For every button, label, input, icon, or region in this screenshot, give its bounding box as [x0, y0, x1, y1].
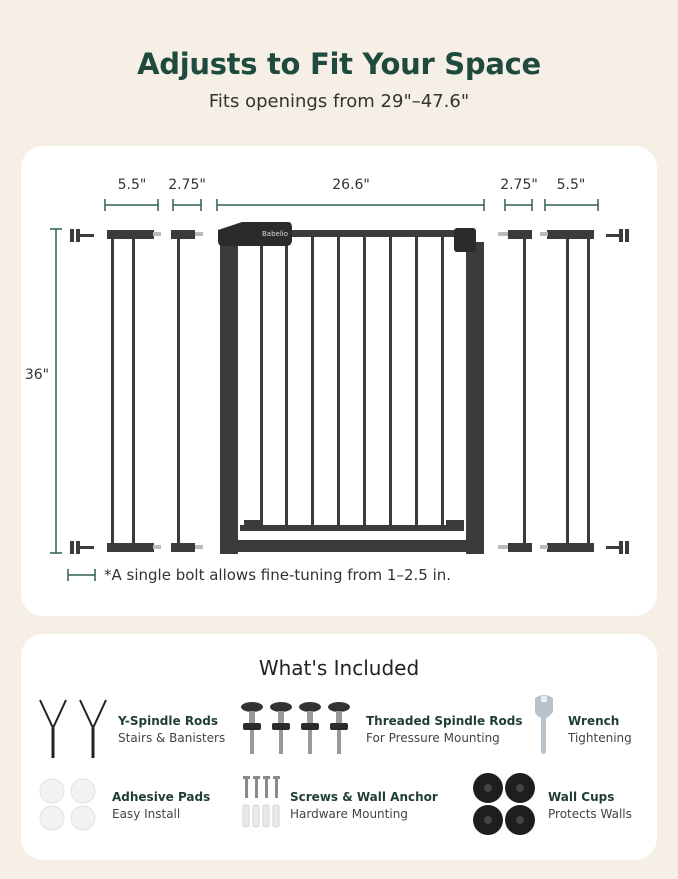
adhesive-pads-icon [40, 779, 95, 830]
item-name-wall-cups: Wall Cups [548, 790, 615, 804]
page-subtitle: Fits openings from 29"–47.6" [208, 91, 470, 112]
dimension-label-right-large: 5.5" [556, 177, 586, 193]
item-name-threaded-spindle-rods: Threaded Spindle Rods [366, 714, 523, 728]
item-name-wrench: Wrench [568, 714, 620, 728]
dimension-label-right-small: 2.75" [500, 177, 538, 193]
item-desc-screws-wall-anchor: Hardware Mounting [290, 807, 408, 821]
dimension-label-left-small: 2.75" [168, 177, 206, 193]
y-spindle-rods-icon [40, 700, 106, 758]
item-desc-wrench: Tightening [568, 731, 632, 745]
item-desc-adhesive-pads: Easy Install [112, 807, 181, 821]
threaded-spindle-rods-icon [241, 702, 350, 754]
wall-cups-icon [473, 773, 535, 835]
item-name-y-spindle-rods: Y-Spindle Rods [118, 714, 219, 728]
page-title: Adjusts to Fit Your Space [137, 47, 541, 81]
dimension-label-gate-width: 26.6" [332, 177, 370, 193]
dimension-label-height: 36" [24, 367, 50, 383]
dimension-label-left-large: 5.5" [117, 177, 147, 193]
brand-mark: Babelio [262, 230, 289, 238]
fine-tuning-footnote: *A single bolt allows fine-tuning from 1–2.5 in. [104, 566, 452, 584]
screws-anchor-icon [243, 776, 280, 827]
item-name-adhesive-pads: Adhesive Pads [112, 790, 211, 804]
wrench-icon [535, 695, 553, 754]
included-title: What's Included [258, 656, 420, 680]
item-desc-y-spindle-rods: Stairs & Banisters [118, 731, 226, 745]
item-desc-wall-cups: Protects Walls [548, 807, 632, 821]
item-desc-threaded-spindle-rods: For Pressure Mounting [366, 731, 500, 745]
item-name-screws-wall-anchor: Screws & Wall Anchor [290, 790, 438, 804]
